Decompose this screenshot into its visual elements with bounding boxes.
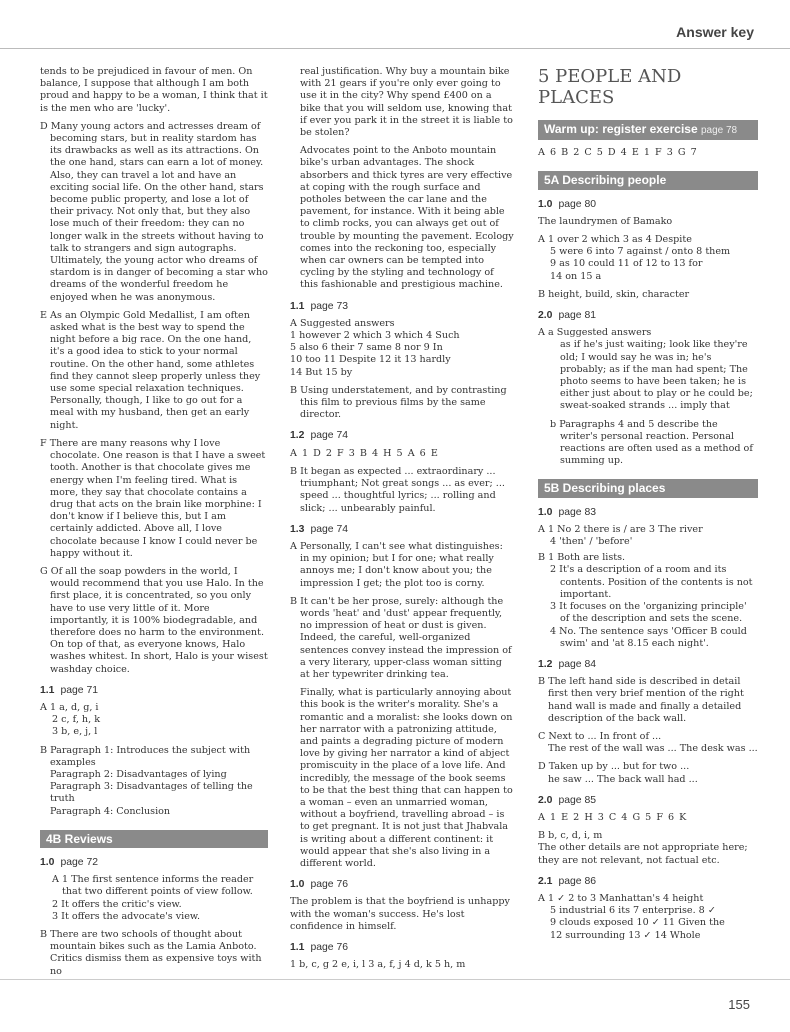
section-bar-5b: 5B Describing places bbox=[538, 479, 758, 497]
paragraph: as if he's just waiting; look like they're old; I would say he was in; he's probably; as if the man had spent; The photo seems to have been taken; he is either just about to play or he could be; sweat-soaked strands ... imply that bbox=[560, 339, 753, 412]
answer-line: A 1 ✓ 2 to 3 Manhattan's 4 height bbox=[538, 892, 704, 904]
answer-line: A 1 over 2 which 3 as 4 Despite bbox=[538, 234, 692, 246]
answer-d: D Taken up by ... but for two ... bbox=[538, 761, 690, 773]
column-right bbox=[538, 66, 758, 942]
answer-e: E As an Olympic Gold Medallist, I am often asked what is the best way to spend the night before a big race. On the one hand, it's a good idea to stick to your normal routine. On the other hand, some athletes find they cannot sleep properly unless they use some special relaxation techniques. Personally, though, I like to go out for a meal with my husband, then get an early night. bbox=[40, 309, 261, 431]
answer-line: A 1 The first sentence informs the reader that two different points of view follow. bbox=[52, 874, 254, 898]
column-middle bbox=[290, 66, 514, 977]
paragraph: The laundrymen of Bamako bbox=[538, 215, 673, 227]
section-bar-5a: 5A Describing people bbox=[538, 171, 758, 189]
running-header: Answer key bbox=[676, 24, 754, 40]
answer-b: B Using understatement, and by contrasting this film to previous films by the same director. bbox=[290, 384, 507, 421]
answer-line: 1 b, c, g 2 e, i, l 3 a, f, j 4 d, k 5 h, m bbox=[290, 959, 466, 971]
answer-line: Paragraph 2: Disadvantages of lying bbox=[50, 768, 227, 780]
answer-line: The rest of the wall was ... The desk was ... bbox=[548, 743, 758, 755]
answer-line: 3 It focuses on the 'organizing principle' of the description and sets the scene. bbox=[550, 601, 747, 625]
section-bar-4b: 4B Reviews bbox=[40, 830, 268, 848]
answer-b: b Paragraphs 4 and 5 describe the writer's personal reaction. Personal reactions are often used as a method of summing up. bbox=[550, 418, 753, 467]
answer-line: 3 It offers the advocate's view. bbox=[52, 910, 201, 922]
answer-line: A 1 E 2 H 3 C 4 G 5 F 6 K bbox=[538, 811, 688, 823]
answer-a: A a Suggested answers bbox=[538, 327, 652, 339]
paragraph: Finally, what is particularly annoying about this book is the writer's morality. She's a romantic and a moralist: she looks down on her narrator with a patronizing attitude, and paints a degrading picture of modern love by giving her narrator a kind of abject promiscuity in the place of a love life. And incredibly, the message of the book seems to be that the best thing that can happen to a woman – even an unmarried woman, without a boyfriend, travelling abroad – is to get pregnant. It is not just that Jhabvala is writing about a different continent: it would appear that she's also living in a different world. bbox=[300, 687, 513, 869]
answer-line: 5 also 6 their 7 same 8 nor 9 In bbox=[290, 342, 443, 354]
answer-line: A 1 No 2 there is / are 3 The river bbox=[538, 523, 703, 535]
answer-b: B Paragraph 1: Introduces the subject with examples bbox=[40, 744, 251, 768]
answer-line: 5 were 6 into 7 against / onto 8 them bbox=[550, 246, 731, 258]
answer-line: 14 But 15 by bbox=[290, 366, 353, 378]
answer-line: 5 industrial 6 its 7 enterprise. 8 ✓ bbox=[550, 905, 716, 917]
answer-line: 9 clouds exposed 10 ✓ 11 Given the bbox=[550, 917, 725, 929]
answer-g: G Of all the soap powders in the world, I would recommend that you use Halo. In the first place, it is concentrated, so you only have to use very little of it. More importantly, it is 100% biodegradable, and therefore does no harm to the environment. On top of that, as everyone knows, Halo washes whitest. In short, Halo is your wisest washday choice. bbox=[40, 565, 268, 675]
page-number: 155 bbox=[728, 997, 750, 1012]
footer-rule bbox=[0, 979, 790, 980]
answer-b: B height, build, skin, character bbox=[538, 288, 690, 300]
unit-title: 5 PEOPLE AND PLACES bbox=[538, 66, 682, 108]
answer-line: A Suggested answers bbox=[290, 317, 395, 329]
answer-line: Paragraph 4: Conclusion bbox=[50, 805, 171, 817]
answer-b: B There are two schools of thought about mountain bikes such as the Lamia Anboto. Critics dismiss them as expensive toys with no bbox=[40, 929, 262, 977]
section-heading: 2.0 page 81 bbox=[538, 310, 597, 322]
section-heading: 1.0 page 80 bbox=[538, 198, 597, 210]
answer-line: 2 c, f, h, k bbox=[52, 714, 101, 726]
answer-c: C Next to ... In front of ... bbox=[538, 730, 662, 742]
section-heading: 1.3 page 74 bbox=[290, 523, 349, 535]
answer-a: A Personally, I can't see what distinguishes: in my opinion; but I for one; what really annoys me; I don't know about you; the impression I get; the plot too is corny. bbox=[290, 540, 503, 589]
answer-line: he saw ... The back wall had ... bbox=[548, 773, 698, 785]
paragraph: real justification. Why buy a mountain bike with 21 gears if you're only ever going to use it in the city? Why spend £400 on a bike that you will seldom use, knowing that if ever you park it in the street it is liable to be stolen? bbox=[300, 66, 513, 139]
section-heading: 1.2 page 74 bbox=[290, 430, 349, 442]
section-heading: 2.1 page 86 bbox=[538, 875, 597, 887]
answer-line: 2 It offers the critic's view. bbox=[52, 898, 182, 910]
section-heading: 2.0 page 85 bbox=[538, 794, 597, 806]
answer-line: A 1 a, d, g, i bbox=[40, 701, 99, 713]
answer-line: A 6 B 2 C 5 D 4 E 1 F 3 G 7 bbox=[538, 147, 698, 159]
section-bar-warmup: Warm up: register exercise page 78 bbox=[538, 120, 758, 140]
section-heading: 1.1 page 71 bbox=[40, 684, 99, 696]
section-heading: 1.0 page 72 bbox=[40, 856, 99, 868]
answer-line: 9 as 10 could 11 of 12 to 13 for bbox=[550, 258, 703, 270]
answer-line: 3 b, e, j, l bbox=[52, 726, 98, 738]
answer-b: B It can't be her prose, surely: although the words 'heat' and 'dust' appear frequently, no impression of heat or dust is given. Indeed, the careful, well-organized sentences convey instead the impression of a very literary, upper-class woman sitting at her typewriter drinking tea. bbox=[290, 595, 512, 680]
paragraph: The other details are not appropriate here; they are not relevant, not factual etc. bbox=[538, 842, 748, 866]
paragraph: Advocates point to the Anboto mountain bike's urban advantages. The shock absorbers and thick tyres are very effective at coping with the rough surface and potholes between the car lane and the pavement, for instance. With it being able to climb rocks, you can always get out of trouble by mounting the pavement. Ecology comes into the reckoning too, especially when car owners can be tempted into cycling by the styling and technology of this fashionable and prestigious machine. bbox=[300, 145, 514, 291]
answer-line: 4 'then' / 'before' bbox=[550, 536, 633, 548]
answer-line: 2 It's a description of a room and its contents. Position of the contents is not important. bbox=[550, 564, 753, 600]
answer-b: B It began as expected ... extraordinary ... triumphant; Not great songs ... as ever; ... speed ... thoughtful lyrics; ... rolling and slick; ... unbearably painful. bbox=[290, 465, 505, 514]
answer-b: B b, c, d, i, m bbox=[538, 830, 603, 842]
answer-line: 12 surrounding 13 ✓ 14 Whole bbox=[550, 929, 701, 941]
answer-line: 10 too 11 Despite 12 it 13 hardly bbox=[290, 354, 451, 366]
answer-line: 14 on 15 a bbox=[550, 270, 602, 282]
section-heading: 1.2 page 84 bbox=[538, 658, 597, 670]
answer-line: Paragraph 3: Disadvantages of telling the truth bbox=[50, 781, 253, 805]
answer-d: D Many young actors and actresses dream of becoming stars, but in reality stardom has its drawbacks as well as its attractions. On the one hand, stars can earn a lot of money. Also, they can travel a lot and have an exciting social life. On the other hand, stars become public property, and lose a lot of their privacy. Not only that, but they also lose much of their freedom: they can no longer walk in the streets without having to talk to strangers and sign autographs. Ultimately, the young actor who dreams of stardom is in danger of becoming a star who dreams of the wonderful freedom he enjoyed when he was anonymous. bbox=[40, 120, 268, 303]
section-heading: 1.1 page 73 bbox=[290, 300, 349, 312]
paragraph: tends to be prejudiced in favour of men. On balance, I suppose that although I am both proud and happy to be a woman, I think that it is the men who are 'lucky'. bbox=[40, 66, 268, 114]
section-heading: 1.0 page 76 bbox=[290, 879, 349, 891]
section-heading: 1.0 page 83 bbox=[538, 506, 597, 518]
answer-line: B 1 Both are lists. bbox=[538, 552, 626, 564]
answer-b: B The left hand side is described in detail first then very brief mention of the right hand wall is made and finally a detailed description of the back wall. bbox=[538, 676, 744, 724]
paragraph: The problem is that the boyfriend is unhappy with the woman's success. He's lost confidence in himself. bbox=[290, 896, 510, 932]
section-heading: 1.1 page 76 bbox=[290, 942, 349, 953]
answer-line: 4 No. The sentence says 'Officer B could swim' and 'at 8.15 each night'. bbox=[550, 625, 747, 649]
header-rule bbox=[0, 48, 790, 49]
column-left bbox=[40, 66, 268, 984]
answer-line: A 1 D 2 F 3 B 4 H 5 A 6 E bbox=[290, 447, 439, 459]
answer-line: 1 however 2 which 3 which 4 Such bbox=[290, 330, 460, 342]
answer-f: F There are many reasons why I love chocolate. One reason is that I have a sweet tooth. Another is that chocolate gives me energy when I'm feeling tired. What is more, they say that chocolate contains a drug that acts on the brain like morphine: I don't know if I believe this, but I am certainly addicted. Above all, I love chocolate because I know I could never be happy without it. bbox=[40, 437, 266, 559]
